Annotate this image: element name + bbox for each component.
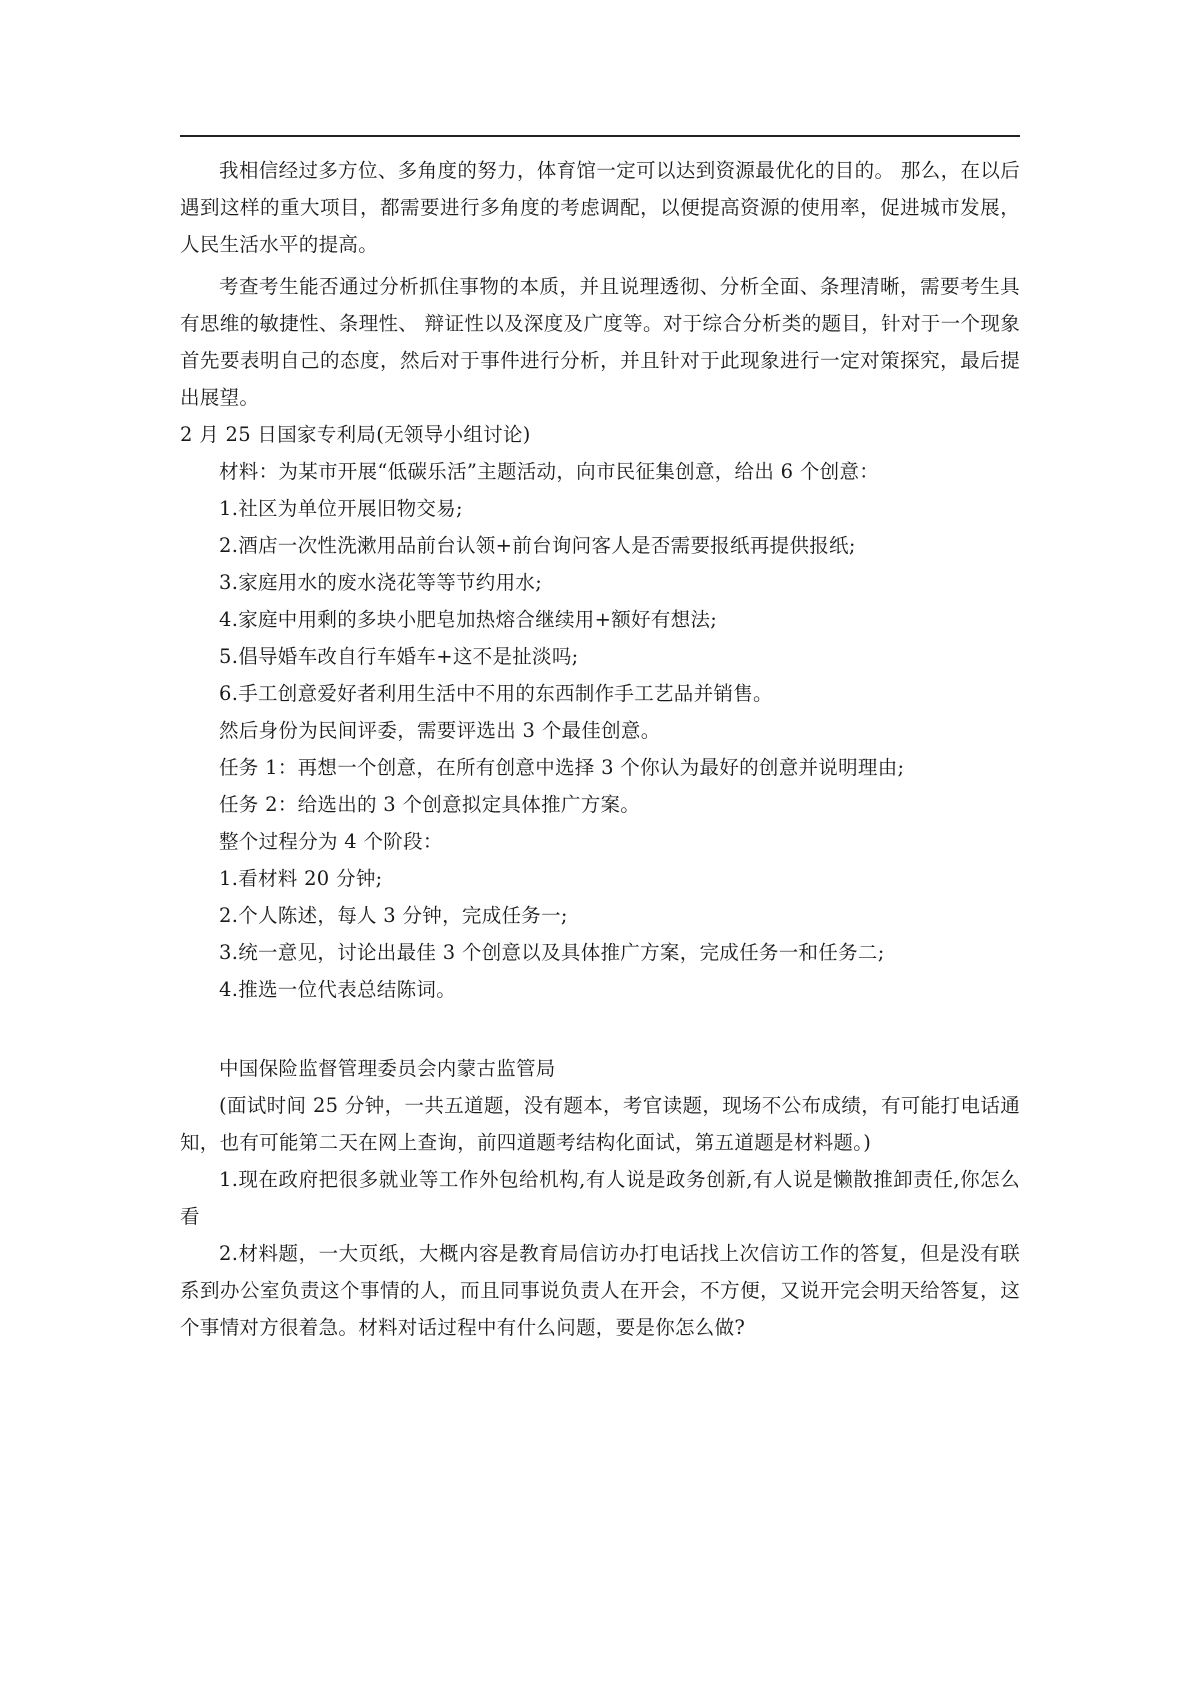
list-item: 3.家庭用水的废水浇花等等节约用水; <box>219 571 543 594</box>
list-item: 3.统一意见，讨论出最佳 3 个创意以及具体推广方案，完成任务一和任务二; <box>219 941 885 964</box>
question-2: 2.材料题，一大页纸，大概内容是教育局信访办打电话找上次信访工作的答复，但是没有联系到办公室负责这个事情的人，而且同事说负责人在开会，不方便，又说开完会明天给答复，这个事情对方很着急。材料对话过程中有什么问题，要是你怎么做? <box>180 1242 1020 1339</box>
paragraph-material-intro: 材料：为某市开展“低碳乐活”主题活动，向市民征集创意，给出 6 个创意： <box>219 460 880 483</box>
list-item: 5.倡导婚车改自行车婚车+这不是扯淡吗; <box>219 645 579 668</box>
paragraph-conclusion: 我相信经过多方位、多角度的努力，体育馆一定可以达到资源最优化的目的。 那么，在以后遇到这样的重大项目，都需要进行多角度的考虑调配，以便提高资源的使用率，促进城市发展，人民生活水平的提高。 <box>180 159 1020 256</box>
paragraph-judge-role: 然后身份为民间评委，需要评选出 3 个最佳创意。 <box>219 719 661 742</box>
header-rule <box>180 135 1020 137</box>
document-body <box>180 152 1020 1346</box>
paragraph-stages-intro: 整个过程分为 4 个阶段： <box>219 830 443 853</box>
paragraph-interview-info: (面试时间 25 分钟，一共五道题，没有题本，考官读题，现场不公布成绩，有可能打电话通知，也有可能第二天在网上查询，前四道题考结构化面试，第五道题是材料题。) <box>180 1094 1020 1154</box>
list-item: 2.个人陈述，每人 3 分钟，完成任务一; <box>219 904 568 927</box>
list-item: 1.社区为单位开展旧物交易; <box>219 497 463 520</box>
list-item: 2.酒店一次性洗漱用品前台认领+前台询问客人是否需要报纸再提供报纸; <box>219 534 856 557</box>
question-1: 1.现在政府把很多就业等工作外包给机构,有人说是政务创新,有人说是懒散推卸责任,你怎么看 <box>180 1168 1020 1228</box>
paragraph-analysis-note: 考查考生能否通过分析抓住事物的本质，并且说理透彻、分析全面、条理清晰，需要考生具有思维的敏捷性、条理性、 辩证性以及深度及广度等。对于综合分析类的题目，针对于一个现象首先要表明自己的态度，然后对于事件进行分析，并且针对于此现象进行一定对策探究，最后提出展望。 <box>180 275 1020 409</box>
section-heading-patent-office: 2 月 25 日国家专利局(无领导小组讨论) <box>180 423 531 446</box>
section-heading-insurance-regulator: 中国保险监督管理委员会内蒙古监管局 <box>219 1057 556 1080</box>
list-item: 4.推选一位代表总结陈词。 <box>219 978 457 1001</box>
paragraph-task-1: 任务 1：再想一个创意，在所有创意中选择 3 个你认为最好的创意并说明理由; <box>219 756 905 779</box>
list-item: 6.手工创意爱好者利用生活中不用的东西制作手工艺品并销售。 <box>219 682 773 705</box>
list-item: 4.家庭中用剩的多块小肥皂加热熔合继续用+额好有想法; <box>219 608 718 631</box>
paragraph-task-2: 任务 2：给选出的 3 个创意拟定具体推广方案。 <box>219 793 641 816</box>
list-item: 1.看材料 20 分钟; <box>219 867 383 890</box>
